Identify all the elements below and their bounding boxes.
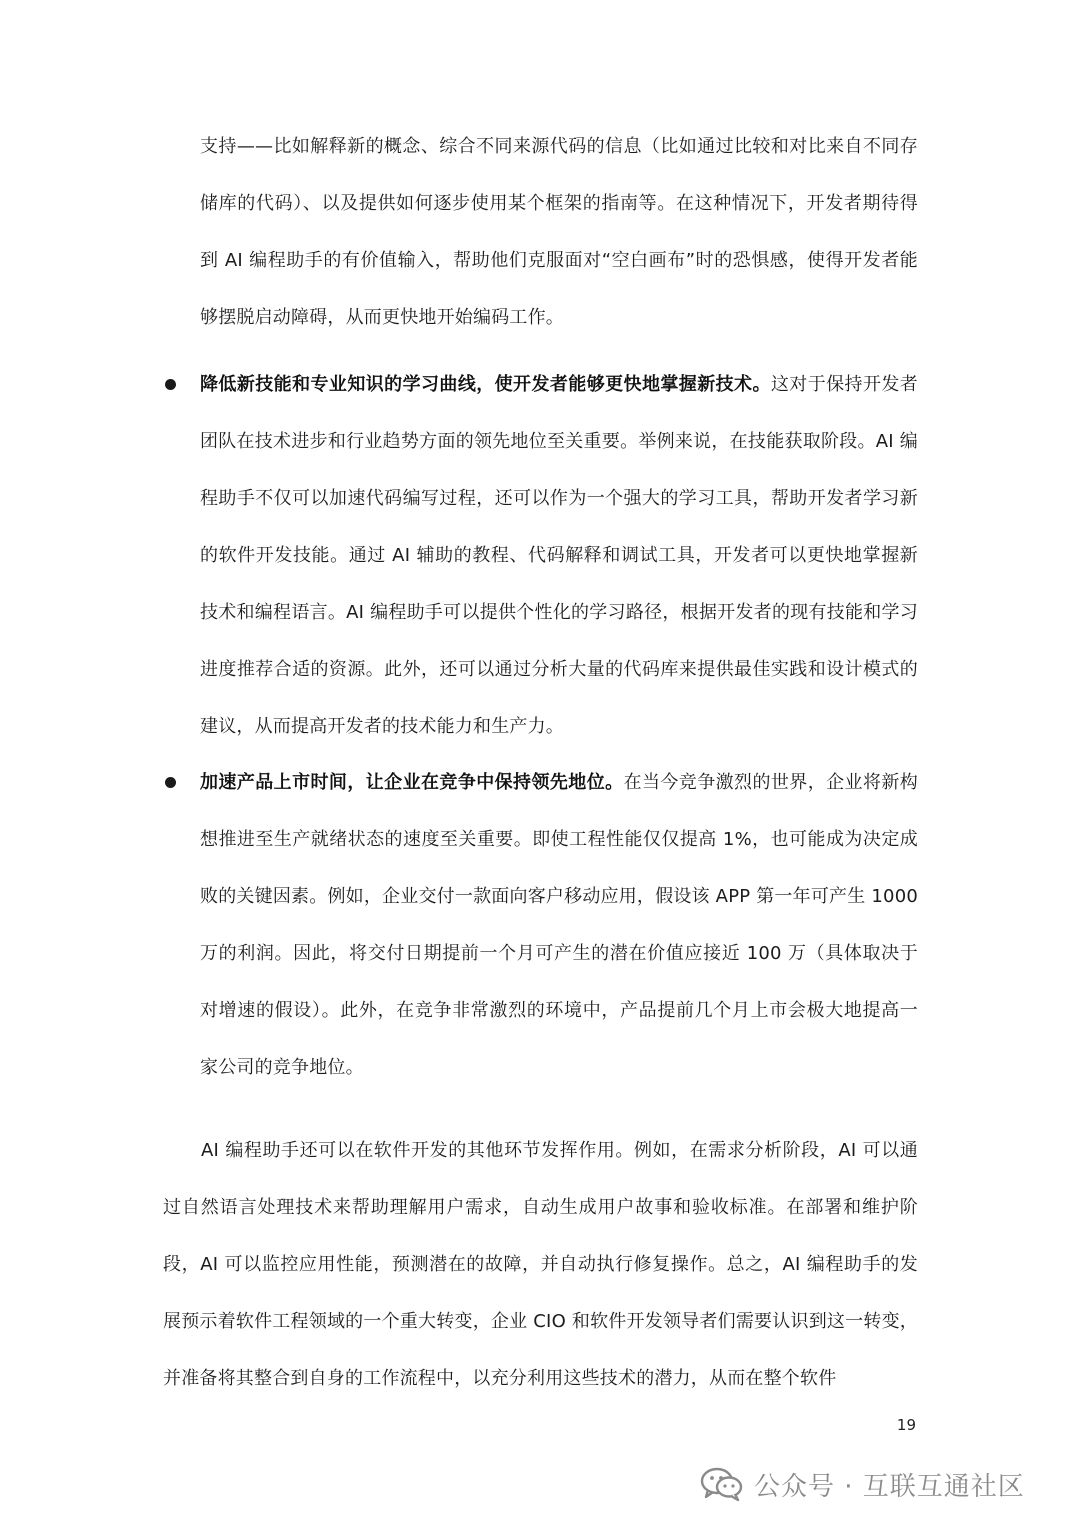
bullet-heading: 加速产品上市时间，让企业在竞争中保持领先地位。	[200, 772, 624, 793]
continuation-paragraph: 支持——比如解释新的概念、综合不同来源代码的信息（比如通过比较和对比来自不同存储库的代码）、以及提供如何逐步使用某个框架的指南等。在这种情况下，开发者期待得到 AI 编程助手的有价值输入，帮助他们克服面对“空白画布”时的恐惧感，使得开发者能够摆脱启动障碍，从而更快地开始编码工作。	[200, 136, 918, 328]
bullet-paragraph-time-to-market	[200, 754, 918, 1096]
wechat-icon	[700, 1466, 744, 1502]
closing-paragraph	[163, 1122, 918, 1407]
bullet-heading: 降低新技能和专业知识的学习曲线，使开发者能够更快地掌握新技术。	[200, 374, 771, 395]
watermark-text: 公众号 · 互联互通社区	[754, 1471, 1025, 1502]
watermark	[700, 1458, 1025, 1510]
bullet-paragraph-learning-curve	[200, 356, 918, 755]
closing-paragraph-text: AI 编程助手还可以在软件开发的其他环节发挥作用。例如，在需求分析阶段，AI 可以通过自然语言处理技术来帮助理解用户需求，自动生成用户故事和验收标准。在部署和维护阶段，AI 可以监控应用性能，预测潜在的故障，并自动执行修复操作。总之，AI 编程助手的发展预示着软件工程领域的一个重大转变，企业 CIO 和软件开发领导者们需要认识到这一转变，并准备将其整合到自身的工作流程中，以充分利用这些技术的潜力，从而在整个软件	[163, 1140, 918, 1389]
bullet-icon	[165, 379, 176, 390]
bullet-icon	[165, 777, 176, 788]
bullet-body: 这对于保持开发者团队在技术进步和行业趋势方面的领先地位至关重要。举例来说，在技能获取阶段。AI 编程助手不仅可以加速代码编写过程，还可以作为一个强大的学习工具，帮助开发者学习新的软件开发技能。通过 AI 辅助的教程、代码解释和调试工具，开发者可以更快地掌握新技术和编程语言。AI 编程助手可以提供个性化的学习路径，根据开发者的现有技能和学习进度推荐合适的资源。此外，还可以通过分析大量的代码库来提供最佳实践和设计模式的建议，从而提高开发者的技术能力和生产力。	[200, 374, 918, 737]
bullet-body: 在当今竞争激烈的世界，企业将新构想推进至生产就绪状态的速度至关重要。即使工程性能仅仅提高 1%，也可能成为决定成败的关键因素。例如，企业交付一款面向客户移动应用，假设该 APP 第一年可产生 1000 万的利润。因此，将交付日期提前一个月可产生的潜在价值应接近 100 万（具体取决于对增速的假设）。此外，在竞争非常激烈的环境中，产品提前几个月上市会极大地提高一家公司的竞争地位。	[200, 772, 918, 1078]
page-number: 19	[896, 1416, 916, 1434]
